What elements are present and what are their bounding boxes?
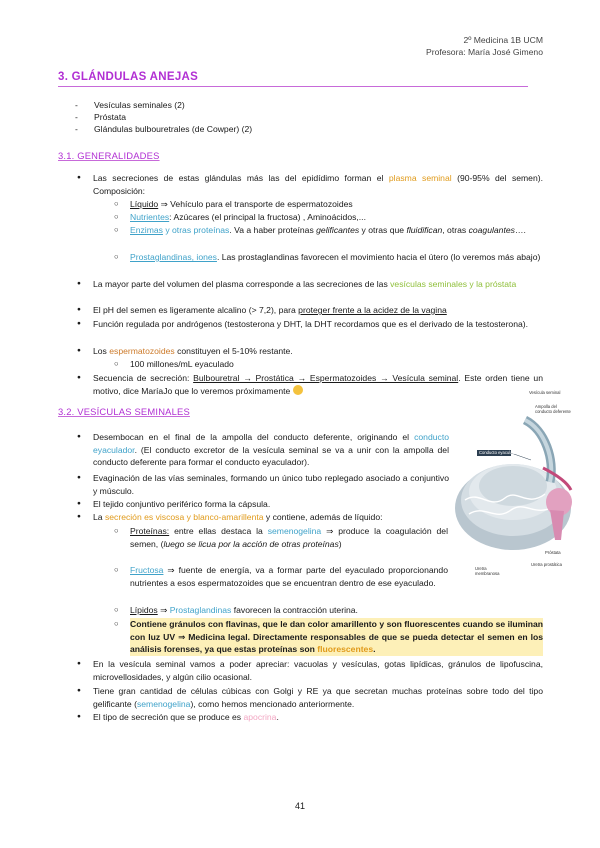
course-label: 2º Medicina 1B UCM [463,35,543,45]
seminal-vesicle-illustration [455,390,577,578]
bullet-vesicula-aprecia: ● En la vesícula seminal vamos a poder apreciar: vacuolas y vesículas, gotas lipídicas, gránulos de lipofuscina, microvellosidades, y algún cilio ocasional. [93,658,543,683]
figure-label-uretra-membranosa: Uretra membranosa [475,566,500,576]
professor-label: Profesora: María José Gimeno [425,47,543,57]
sub-bullet-fructosa: ○ Fructosa ⇒ fuente de energía, va a formar parte del eyaculado proporcionando nutrientes a esos espermatozoides que se encuentran dentro de ese eyaculado. [130,564,448,589]
bullet-apocrina: ● El tipo de secreción que se produce es apocrina. [93,711,543,724]
bullet-evaginacion: ● Evaginación de las vías seminales, formando un único tubo replegado asociado a conjuntivo y músculo. [93,472,449,497]
page-header [426,34,543,58]
figure-label-vesicula: Vesícula seminal [529,390,561,395]
sub-bullet-proteinas: ○ Proteínas: entre ellas destaca la semenogelina ⇒ produce la coagulación del semen, (luego se licua por la acción de otras proteínas) [130,525,448,550]
sub-bullet-nutrientes: ○ Nutrientes: Azúcares (el principal la fructosa) , Aminoácidos,... [130,211,543,224]
bullet-androgenos: ● Función regulada por andrógenos (testosterona y DHT, la DHT recordamos que es el derivado de la testosterona). [93,318,543,331]
bullet-ph: ● El pH del semen es ligeramente alcalino (> 7,2), para proteger frente a la acidez de la vagina [93,304,543,317]
figure-label-conducto: Conducto eyaculador [479,450,519,455]
thinking-emoji-icon [293,385,303,395]
subsection-title-vesiculas: 3.2. VESÍCULAS SEMINALES [58,406,190,417]
figure-label-uretra-prostatica: Uretra prostática [531,562,562,567]
section-title: 3. GLÁNDULAS ANEJAS [58,71,528,87]
sub-bullet-millones: ○ 100 millones/mL eyaculado [130,358,543,371]
bullet-secrecion: ● La secreción es viscosa y blanco-amarillenta y contiene, además de líquido: [93,511,449,524]
page-number: 41 [294,801,305,811]
bullet-desembocan: ● Desembocan en el final de la ampolla del conducto deferente, originando el conducto eyaculador. (El conducto excretor de la vesícula seminal se va a unir con la ampolla del conducto deferente para formar el conducto eyaculador). [93,431,449,469]
bullet-celulas-cubicas: ● Tiene gran cantidad de células cúbicas con Golgi y RE ya que secretan muchas proteínas sobre todo del tipo gelificante (semenogelina), como hemos mencionado anteriormente. [93,685,543,710]
subsection-title-generalidades: 3.1. GENERALIDADES [58,150,160,161]
figure-label-ampolla: Ampolla del conducto deferente [535,404,571,414]
sub-bullet-enzimas: ○ Enzimas y otras proteínas. Va a haber proteínas gelificantes y otras que fluidifican, otras coagulantes…. [130,224,543,237]
bullet-volumen-plasma: ● La mayor parte del volumen del plasma corresponde a las secreciones de las vesículas seminales y la próstata [93,278,543,291]
sub-bullet-prostaglandinas: ○ Prostaglandinas, iones. Las prostaglandinas favorecen el movimiento hacia el útero (lo veremos más abajo) [130,251,543,264]
figure-label-prostata: Próstata [545,550,561,555]
sub-bullet-liquido: ○ Líquido ⇒ Vehículo para el transporte de espermatozoides [130,198,543,211]
bullet-espermatozoides: ● Los espermatozoides constituyen el 5-10% restante. [93,345,543,358]
sub-bullet-flavinas: ○ Contiene gránulos con flavinas, que le dan color amarillento y son fluorescentes cuando se iluminan con luz UV ⇒ Medicina legal. Directamente responsables de que se pueda detectar el semen en los análisis forenses, ya que estas proteínas son fluorescentes. [130,618,543,656]
bullet-secuencia: ● Secuencia de secreción: Bulbouretral → Prostática → Espermatozoides → Vesícula seminal. Este orden tiene un motivo, dice MaríaJo que lo veremos próximamente [93,372,543,397]
bullet-plasma-seminal: ● Las secreciones de estas glándulas más las del epidídimo forman el plasma seminal (90-95% del semen). Composición: [93,172,543,197]
bullet-tejido-conjuntivo: ● El tejido conjuntivo periférico forma la cápsula. [93,498,449,511]
sub-bullet-lipidos: ○ Lípidos ⇒ Prostaglandinas favorecen la contracción uterina. [130,604,543,617]
